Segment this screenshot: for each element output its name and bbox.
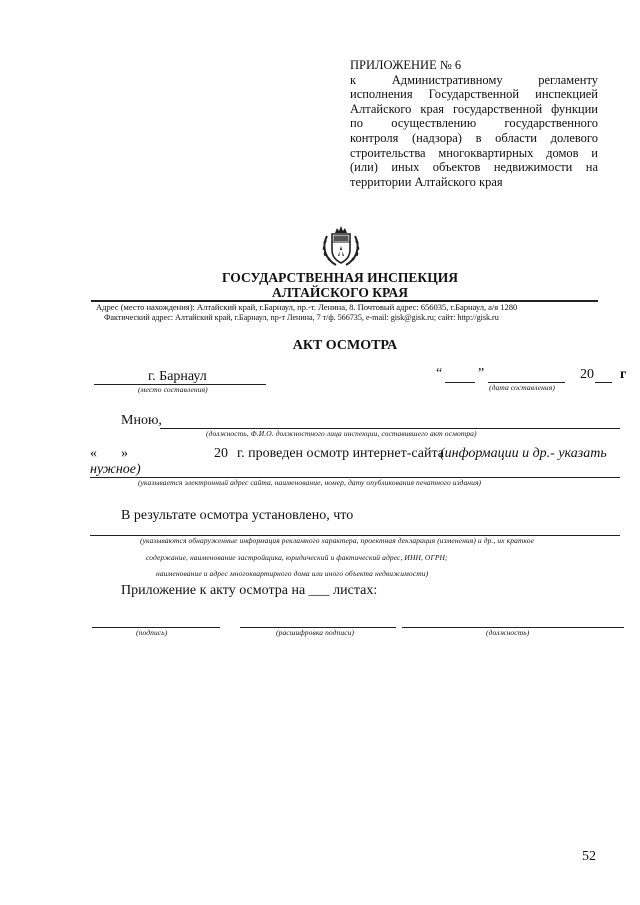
org-name — [180, 270, 500, 300]
inspection-close-quote: » — [121, 446, 128, 461]
coat-of-arms-emblem — [318, 224, 364, 270]
result-label: В результате осмотра установлено, что — [121, 508, 354, 523]
date-day-line — [445, 382, 475, 383]
position-caption: (должность) — [486, 628, 530, 637]
by-me-caption: (должность, Ф.И.О. должностного лица инспекции, составившего акт осмотра) — [206, 429, 477, 438]
attachment-label: Приложение к акту осмотра на ___ листах: — [121, 583, 378, 598]
document-title: АКТ ОСМОТРА — [292, 338, 398, 353]
appendix-line: по осуществлению государственного — [350, 116, 598, 131]
appendix-line: (или) иных объектов недвижимости на — [350, 160, 598, 175]
signature-caption: (подпись) — [136, 628, 168, 637]
date-year-suffix: г — [620, 367, 627, 382]
result-caption-line: (указываются обнаруженные информация рекламного характера, проектная декларация (изменения) и др., их краткое — [140, 536, 535, 545]
date-year-line — [595, 382, 612, 383]
org-name-line2: АЛТАЙСКОГО КРАЯ — [271, 285, 409, 300]
inspection-italic-note-cont: нужное) — [90, 462, 141, 477]
org-name-line1: ГОСУДАРСТВЕННАЯ ИНСПЕКЦИЯ — [222, 270, 458, 285]
date-open-quote: “ — [436, 366, 443, 381]
page-number: 52 — [582, 849, 596, 864]
place-caption: (место составления) — [138, 385, 208, 394]
appendix-line: территории Алтайского края — [350, 174, 503, 189]
address-line-2: Фактический адрес: Алтайский край, г.Барнаул, пр-т Ленина, 7 т/ф. 566735, e-mail: gisk@gisk.ru; сайт: http://gisk.ru — [104, 313, 499, 322]
date-caption: (дата составления) — [489, 383, 555, 392]
place-value: г. Барнаул — [148, 369, 207, 384]
by-me-label: Мною, — [121, 413, 162, 428]
appendix-title: ПРИЛОЖЕНИЕ № 6 — [350, 58, 462, 72]
appendix-line: исполнения Государственной инспекцией — [350, 87, 598, 102]
appendix-line: строительства многоквартирных домов и — [350, 145, 598, 160]
date-close-quote: ” — [478, 366, 485, 381]
signature-decoding-caption: (расшифровка подписи) — [276, 628, 355, 637]
appendix-line: контроля (надзора) в области долевого — [350, 130, 598, 145]
inspection-text: г. проведен осмотр интернет-сайта — [237, 446, 444, 461]
appendix-line: Алтайского края государственной функции — [350, 101, 598, 116]
inspection-open-quote: « — [90, 446, 97, 461]
result-caption-line: наименование и адрес многоквартирного дома или иного объекта недвижимости) — [156, 569, 429, 578]
appendix-block — [350, 58, 598, 189]
result-caption-line: содержание, наименование застройщика, юридический и фактический адрес, ИНН, ОГРН; — [146, 553, 448, 562]
inspection-year: 20 — [214, 446, 228, 461]
inspection-italic-note: (информации и др.- указать — [440, 446, 607, 461]
date-year-prefix: 20 — [580, 367, 594, 382]
address-line-1: Адрес (место нахождения): Алтайский край, г.Барнаул, пр.-т. Ленина, 8. Почтовый адрес: 656035, г.Барнаул, а/я 1280 — [96, 302, 518, 312]
appendix-line: к Административному регламенту — [350, 72, 598, 87]
inspection-caption: (указывается электронный адрес сайта, наименование, номер, дату опубликования печатного издания) — [138, 478, 482, 487]
